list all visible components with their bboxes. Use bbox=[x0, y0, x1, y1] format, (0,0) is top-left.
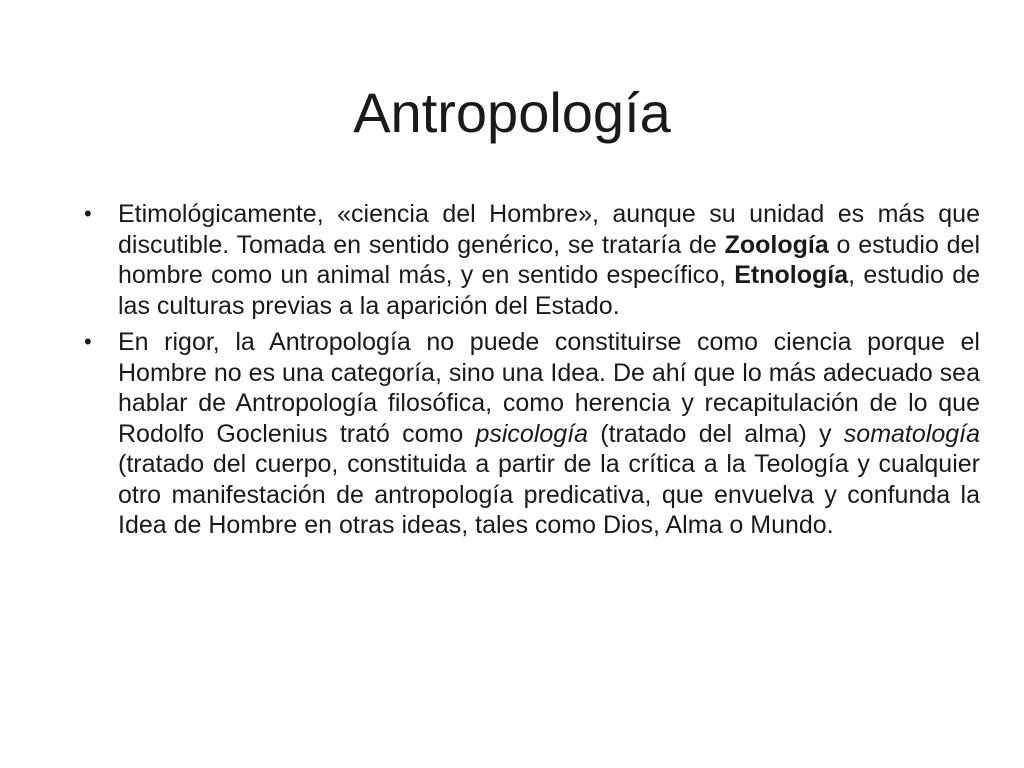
slide-title: Antropología bbox=[353, 81, 671, 144]
term-etnologia: Etnología bbox=[734, 261, 849, 289]
bullet-dot-icon: • bbox=[84, 201, 92, 226]
bullet-text bbox=[118, 200, 980, 320]
text-run: En rigor, la Antropología no puede constituirse como ciencia porque el Hombre no es una categoría, sino una Idea. De ahí que lo más adecuado sea hablar de Antropología filosófica, como herencia y recapitulación de lo que Rodolfo Goclenius trató como bbox=[118, 328, 980, 448]
term-psicologia: psicología bbox=[475, 419, 589, 448]
text-run: Etimológicamente, «ciencia del Hombre», aunque su unidad es más que discutible. Tomada en sentido genérico, se trataría de bbox=[118, 200, 980, 259]
bullet-item-etymology bbox=[84, 199, 980, 321]
bullet-list bbox=[84, 199, 980, 547]
text-run: , estudio de las culturas previas a la aparición del Estado. bbox=[118, 261, 980, 320]
text-run: (tratado del alma) y bbox=[588, 419, 844, 448]
term-somatologia: somatología bbox=[843, 419, 980, 448]
bullet-dot-icon: • bbox=[84, 329, 92, 354]
term-zoologia: Zoología bbox=[724, 230, 829, 259]
text-run: (tratado del cuerpo, constituida a partir de la crítica a la Teología y cualquier otro manifestación de antropología predicativa, que envuelva y confunda la Idea de Hombre en otras ideas, tales como Dios, Alma o Mundo. bbox=[118, 450, 980, 539]
bullet-text bbox=[118, 328, 980, 539]
bullet-item-rigor bbox=[84, 327, 980, 541]
text-run: o estudio del hombre como un animal más, y en sentido específico, bbox=[118, 230, 980, 289]
